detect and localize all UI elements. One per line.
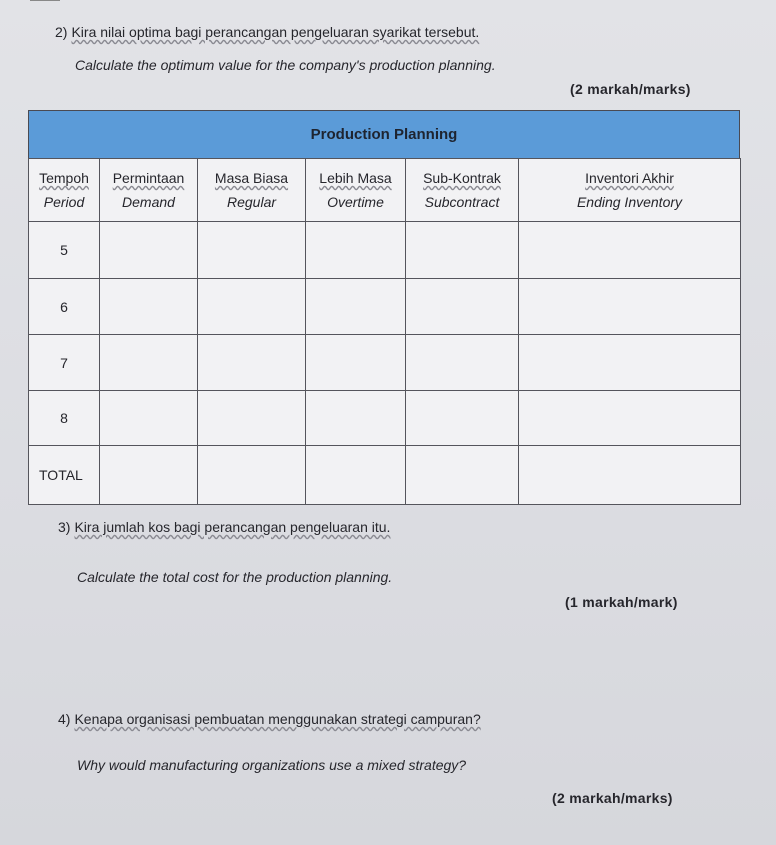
answer-cell[interactable] bbox=[306, 390, 406, 445]
answer-cell[interactable] bbox=[100, 279, 198, 335]
q2-english: Calculate the optimum value for the company's production planning. bbox=[75, 57, 496, 73]
answer-cell[interactable] bbox=[100, 390, 198, 445]
answer-cell[interactable] bbox=[100, 222, 198, 279]
q2-malay-text: Kira nilai optima bagi perancangan pengeluaran syarikat tersebut. bbox=[71, 24, 480, 40]
total-label: TOTAL bbox=[29, 445, 100, 504]
q4-malay bbox=[58, 711, 481, 727]
header-subcontract: Sub-Kontrak Subcontract bbox=[406, 159, 519, 222]
header-demand: Permintaan Demand bbox=[100, 159, 198, 222]
q4-number: 4) bbox=[58, 711, 71, 727]
answer-cell[interactable] bbox=[198, 390, 306, 445]
q4-marks: (2 markah/marks) bbox=[552, 790, 673, 806]
period-cell: 5 bbox=[29, 222, 100, 279]
table-row bbox=[29, 390, 741, 445]
top-rule bbox=[30, 0, 60, 1]
answer-cell[interactable] bbox=[519, 279, 741, 335]
period-cell: 7 bbox=[29, 335, 100, 390]
header-overtime: Lebih Masa Overtime bbox=[306, 159, 406, 222]
planning-grid bbox=[28, 158, 741, 505]
period-cell: 6 bbox=[29, 279, 100, 335]
header-regular: Masa Biasa Regular bbox=[198, 159, 306, 222]
header-row bbox=[29, 159, 741, 222]
q2-malay bbox=[55, 24, 479, 40]
table-row bbox=[29, 222, 741, 279]
answer-cell[interactable] bbox=[198, 222, 306, 279]
table-row bbox=[29, 279, 741, 335]
q3-number: 3) bbox=[58, 519, 71, 535]
answer-cell[interactable] bbox=[306, 445, 406, 504]
answer-cell[interactable] bbox=[100, 335, 198, 390]
answer-cell[interactable] bbox=[406, 390, 519, 445]
q3-malay bbox=[58, 519, 390, 535]
production-planning-table bbox=[28, 110, 740, 505]
answer-cell[interactable] bbox=[100, 445, 198, 504]
answer-cell[interactable] bbox=[519, 222, 741, 279]
answer-cell[interactable] bbox=[519, 335, 741, 390]
table-title: Production Planning bbox=[28, 110, 740, 159]
answer-cell[interactable] bbox=[306, 222, 406, 279]
q3-marks: (1 markah/mark) bbox=[565, 594, 678, 610]
header-ending-inventory: Inventori Akhir Ending Inventory bbox=[519, 159, 741, 222]
answer-cell[interactable] bbox=[519, 445, 741, 504]
q3-malay-text: Kira jumlah kos bagi perancangan pengeluaran itu. bbox=[74, 519, 391, 535]
answer-cell[interactable] bbox=[198, 445, 306, 504]
answer-cell[interactable] bbox=[306, 279, 406, 335]
answer-cell[interactable] bbox=[406, 222, 519, 279]
header-period: Tempoh Period bbox=[29, 159, 100, 222]
answer-cell[interactable] bbox=[198, 335, 306, 390]
answer-cell[interactable] bbox=[406, 335, 519, 390]
q4-english: Why would manufacturing organizations use a mixed strategy? bbox=[77, 757, 467, 773]
answer-cell[interactable] bbox=[306, 335, 406, 390]
q4-malay-text: Kenapa organisasi pembuatan menggunakan strategi campuran? bbox=[74, 711, 481, 727]
q3-english: Calculate the total cost for the production planning. bbox=[77, 569, 393, 585]
total-row bbox=[29, 445, 741, 504]
answer-cell[interactable] bbox=[406, 445, 519, 504]
q2-number: 2) bbox=[55, 24, 68, 40]
answer-cell[interactable] bbox=[198, 279, 306, 335]
period-cell: 8 bbox=[29, 390, 100, 445]
table-row bbox=[29, 335, 741, 390]
q2-marks: (2 markah/marks) bbox=[570, 81, 691, 97]
answer-cell[interactable] bbox=[519, 390, 741, 445]
answer-cell[interactable] bbox=[406, 279, 519, 335]
